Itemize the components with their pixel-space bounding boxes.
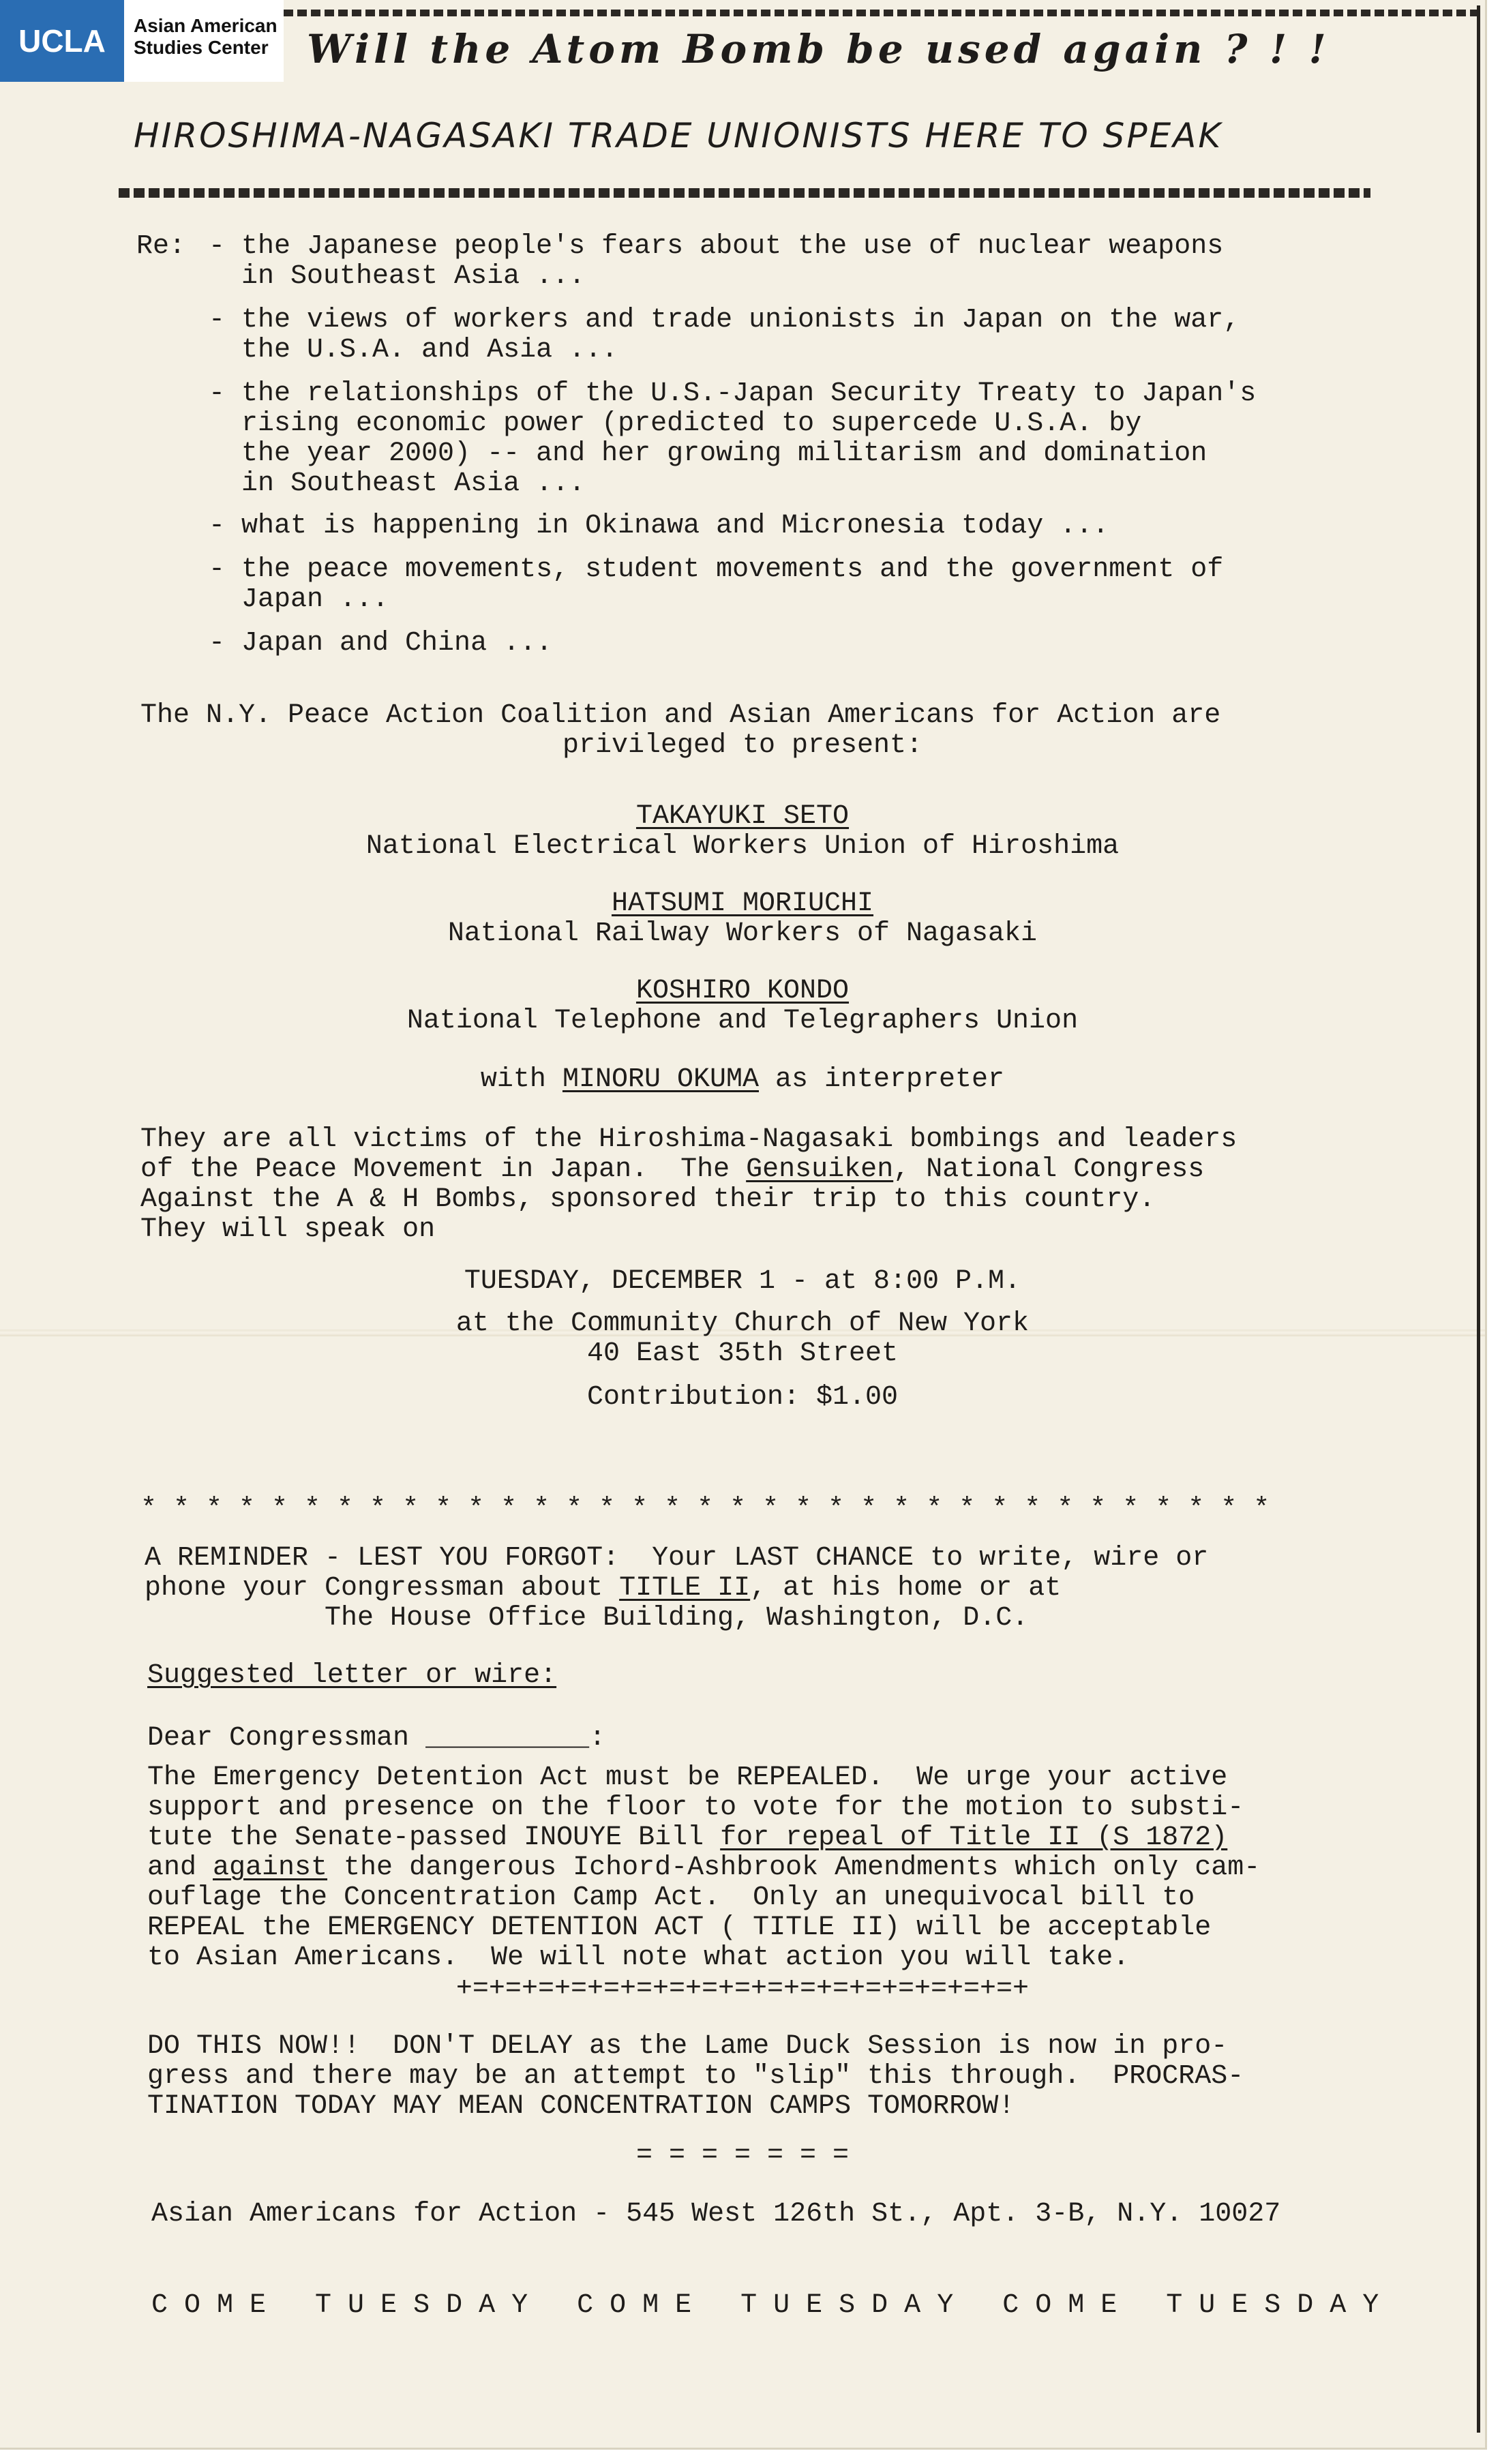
speaker-3-name: KOSHIRO KONDO (635, 976, 850, 1006)
speaker-1-name: TAKAYUKI SETO (635, 801, 850, 832)
equals-divider: = = = = = = = (635, 2140, 850, 2171)
double-rule (119, 188, 1370, 198)
come-tuesday-line: C O M E T U E S D A Y C O M E T U E S D A Y C O M E T U E S D A Y (151, 2290, 1379, 2321)
subheadline: HIROSHIMA-NAGASAKI TRADE UNIONISTS HERE TO SPEAK (134, 116, 1223, 155)
reminder-paragraph: A REMINDER - LEST YOU FORGOT: Your LAST CHANCE to write, wire or phone your Congressman about TITLE II, at his home or at The House Office Building, Washington, D.C. (145, 1543, 1209, 1634)
re-label: Re: (136, 231, 186, 262)
ucla-badge (0, 0, 284, 82)
event-address: 40 East 35th Street (586, 1338, 899, 1369)
event-date: TUESDAY, DECEMBER 1 - at 8:00 P.M. (464, 1266, 1021, 1297)
speaker-2-name: HATSUMI MORIUCHI (611, 888, 874, 919)
speaker-2-org: National Railway Workers of Nagasaki (447, 918, 1038, 949)
footer-address: Asian Americans for Action - 545 West 126th St., Apt. 3-B, N.Y. 10027 (151, 2199, 1281, 2229)
center-name: Asian American Studies Center (134, 15, 278, 58)
speaker-3-org: National Telephone and Telegraphers Union (406, 1006, 1079, 1036)
speaker-1-org: National Electrical Workers Union of Hiroshima (365, 831, 1120, 862)
presenters-intro-1: The N.Y. Peace Action Coalition and Asian Americans for Action are (140, 700, 1221, 731)
plus-divider: +=+=+=+=+=+=+=+=+=+=+=+=+=+=+=+=+=+ (455, 1974, 1030, 2004)
bullet-6: - Japan and China ... (209, 628, 553, 659)
do-this-paragraph: DO THIS NOW!! DON'T DELAY as the Lame Duck Session is now in pro- gress and there may be an attempt to "slip" this through. PROCRAS- TINATION TODAY MAY MEAN CONCENTRATION CAMPS TOMORROW! (147, 2031, 1244, 2122)
ucla-logo: UCLA (0, 0, 124, 82)
right-margin-line (1477, 5, 1480, 2433)
star-divider: * * * * * * * * * * * * * * * * * * * * * * * * * * * * * * * * * * * (140, 1494, 1270, 1524)
bullet-1: - the Japanese people's fears about the use of nuclear weapons in Southeast Asia ... (209, 231, 1224, 292)
victims-paragraph: They are all victims of the Hiroshima-Nagasaki bombings and leaders of the Peace Movement in Japan. The Gensuiken, National Congress Against the A & H Bombs, sponsored their trip to this country. They will speak on (140, 1124, 1238, 1245)
headline: Will the Atom Bomb be used again ? ! ! (307, 26, 1330, 72)
event-venue: at the Community Church of New York (455, 1308, 1030, 1339)
letter-paragraph: The Emergency Detention Act must be REPEALED. We urge your active support and presence on the floor to vote for the motion to substi- tute the Senate-passed INOUYE Bill for repeal of Title II (S 1872) and against the dangerous Ichord-Ashbrook Amendments which only cam- ouflage the Concentration Camp Act. Only an unequivocal bill to REPEAL the EMERGENCY DETENTION ACT ( TITLE II) will be acceptable to Asian Americans. We will note what action you will take. (147, 1762, 1261, 1973)
bullet-3: - the relationships of the U.S.-Japan Security Treaty to Japan's rising economic power (predicted to supercede U.S.A. by the year 2000) -- and her growing militarism and domination in Southeast Asia ... (209, 378, 1257, 499)
top-dash-rule (284, 10, 1477, 16)
bullet-2: - the views of workers and trade unionists in Japan on the war, the U.S.A. and Asia ... (209, 305, 1240, 365)
presenters-intro-2: privileged to present: (562, 730, 923, 761)
bullet-5: - the peace movements, student movements and the government of Japan ... (209, 554, 1224, 615)
dear-line: Dear Congressman __________: (147, 1723, 606, 1754)
interpreter-line: with MINORU OKUMA as interpreter (480, 1064, 1005, 1095)
suggested-heading: Suggested letter or wire: (147, 1660, 557, 1691)
event-contribution: Contribution: $1.00 (586, 1382, 899, 1413)
bullet-4: - what is happening in Okinawa and Micronesia today ... (209, 511, 1109, 541)
